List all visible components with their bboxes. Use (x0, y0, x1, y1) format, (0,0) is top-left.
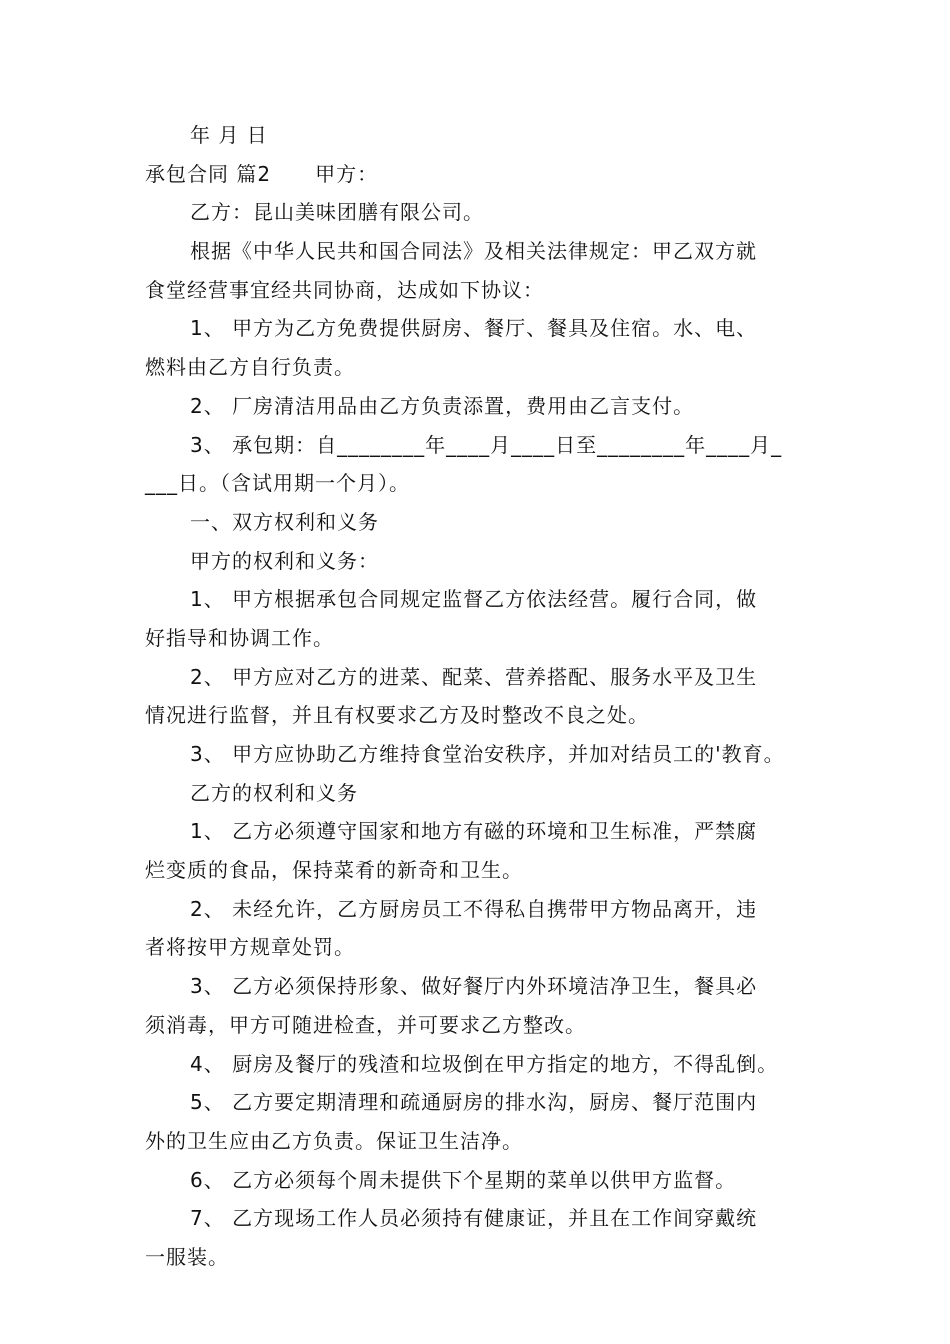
clause-line: 5、 乙方要定期清理和疏通厨房的排水沟，厨房、餐厅范围内 (190, 1090, 758, 1115)
clause-line: 2、 未经允许，乙方厨房员工不得私自携带甲方物品离开，违 (190, 896, 758, 921)
clause-line: ___日。（含试用期一个月）。 (145, 471, 410, 496)
clause-line: 1、 甲方为乙方免费提供厨房、餐厅、餐具及住宿。水、电、 (190, 316, 758, 341)
subsection-heading: 乙方的权利和义务 (190, 780, 358, 805)
clause-line: 6、 乙方必须每个周未提供下个星期的菜单以供甲方监督。 (190, 1167, 737, 1192)
contract-body (145, 116, 810, 1277)
clause-line: 情况进行监督，并且有权要求乙方及时整改不良之处。 (145, 703, 649, 728)
clause-line: 3、 承包期：自________年____月____日至________年____月_ (190, 432, 783, 457)
paragraph-line: 根据《中华人民共和国合同法》及相关法律规定：甲乙双方就 (190, 239, 757, 264)
clause-line: 燃料由乙方自行负责。 (145, 355, 355, 380)
clause-line: 4、 厨房及餐厅的残渣和垃圾倒在甲方指定的地方，不得乱倒。 (190, 1051, 779, 1076)
clause-line: 1、 甲方根据承包合同规定监督乙方依法经营。履行合同，做 (190, 587, 758, 612)
clause-line: 者将按甲方规章处罚。 (145, 935, 355, 960)
clause-line: 好指导和协调工作。 (145, 625, 334, 650)
heading-line (145, 155, 810, 194)
clause-line: 7、 乙方现场工作人员必须持有健康证，并且在工作间穿戴统 (190, 1206, 758, 1231)
paragraph-line: 食堂经营事宜经共同协商，达成如下协议： (145, 277, 544, 302)
clause-line: 2、 厂房清洁用品由乙方负责添置，费用由乙言支付。 (190, 393, 695, 418)
contract-heading: 承包合同 篇2 (145, 161, 272, 186)
clause-line: 1、 乙方必须遵守国家和地方有磁的环境和卫生标准，严禁腐 (190, 819, 758, 844)
clause-line: 3、 乙方必须保持形象、做好餐厅内外环境洁净卫生，餐具必 (190, 974, 758, 999)
section-heading: 一、双方权利和义务 (190, 509, 379, 534)
clause-line: 须消毒，甲方可随进检查，并可要求乙方整改。 (145, 1012, 586, 1037)
date-line: 年 月 日 (190, 123, 268, 147)
clause-line: 烂变质的食品，保持菜肴的新奇和卫生。 (145, 858, 523, 883)
party-b-line: 乙方：昆山美味团膳有限公司。 (190, 200, 484, 225)
clause-line: 2、 甲方应对乙方的进菜、配菜、营养搭配、服务水平及卫生 (190, 664, 758, 689)
clause-line: 一服装。 (145, 1244, 229, 1269)
subsection-heading: 甲方的权利和义务： (190, 548, 379, 573)
clause-line: 外的卫生应由乙方负责。保证卫生洁净。 (145, 1128, 523, 1153)
clause-line: 3、 甲方应协助乙方维持食堂治安秩序，并加对结员工的'教育。 (190, 742, 785, 766)
party-a-label: 甲方： (315, 161, 379, 186)
